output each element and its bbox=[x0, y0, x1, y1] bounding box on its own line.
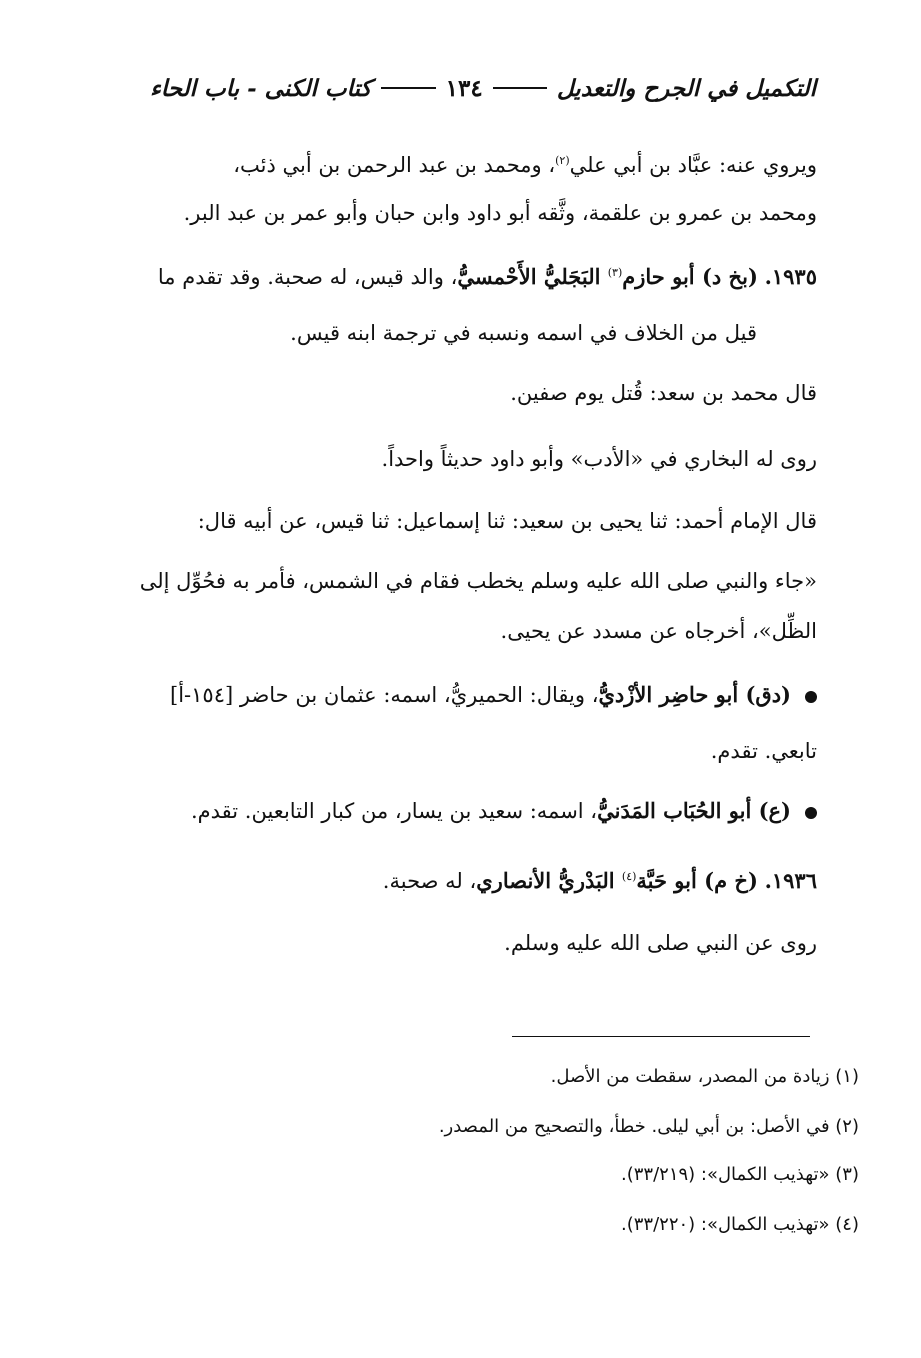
text-line bbox=[97, 146, 817, 180]
text-span: ، ويقال: الحميريُّ، اسمه: عثمان بن حاضر [١٥٤-أ] bbox=[170, 683, 599, 707]
text-line: روى له البخاري في «الأدب» وأبو داود حديثاً واحداً. bbox=[381, 447, 817, 471]
text-span: ، اسمه: سعيد بن يسار، من كبار التابعين. تقدم. bbox=[190, 799, 598, 823]
entry-1935-line1 bbox=[97, 258, 817, 292]
entry-heading: (دق) أبو حاضِر الأزْديُّ bbox=[598, 682, 791, 707]
entry-heading: (بخ د) أبو حازم bbox=[622, 264, 758, 289]
text-line: «جاء والنبي صلى الله عليه وسلم يخطب فقام في الشمس، فأمر به فحُوِّل إلى bbox=[139, 569, 817, 593]
text-line: روى عن النبي صلى الله عليه وسلم. bbox=[504, 931, 817, 955]
text-line: ومحمد بن عمرو بن علقمة، وثَّقه أبو داود وابن حبان وأبو عمر بن عبد البر. bbox=[183, 201, 817, 225]
footnote: (٢) في الأصل: بن أبي ليلى. خطأ، والتصحيح من المصدر. bbox=[438, 1116, 859, 1137]
header-dash bbox=[381, 87, 435, 89]
running-header bbox=[150, 66, 816, 110]
bullet-dot bbox=[805, 807, 817, 819]
bullet-entry-line1 bbox=[97, 680, 817, 710]
header-dash bbox=[493, 87, 547, 89]
text-span: ، له صحبة. bbox=[382, 869, 477, 893]
entry-1935-line2: قيل من الخلاف في اسمه ونسبه في ترجمة ابنه قيس. bbox=[290, 321, 757, 345]
text-line: قال محمد بن سعد: قُتل يوم صفين. bbox=[510, 381, 817, 405]
entry-heading: (ع) أبو الحُبَاب المَدَنيُّ bbox=[597, 798, 791, 823]
text-span: ، ومحمد بن عبد الرحمن بن أبي ذئب، bbox=[233, 153, 556, 177]
text-span: ويروي عنه: عبَّاد بن أبي علي bbox=[569, 153, 817, 177]
footnote: (١) زيادة من المصدر، سقطت من الأصل. bbox=[550, 1066, 859, 1087]
footnote-divider bbox=[512, 1036, 810, 1037]
book-title: التكميل في الجرح والتعديل bbox=[556, 74, 816, 102]
footnote-ref: (٣) bbox=[607, 266, 623, 279]
text-line: قال الإمام أحمد: ثنا يحيى بن سعيد: ثنا إسماعيل: ثنا قيس، عن أبيه قال: bbox=[197, 509, 817, 533]
entry-number: ١٩٣٥. bbox=[764, 264, 817, 289]
entry-number: ١٩٣٦. bbox=[764, 868, 817, 893]
entry-heading: البَدْريُّ الأنصاري bbox=[476, 868, 622, 893]
text-line: الظِّل»، أخرجاه عن مسدد عن يحيى. bbox=[500, 619, 817, 643]
entry-heading: (خ م) أبو حَبَّة bbox=[636, 868, 758, 893]
text-span: ، والد قيس، له صحبة. وقد تقدم ما bbox=[157, 265, 458, 289]
footnote-ref: (٢) bbox=[555, 154, 570, 167]
bullet-entry bbox=[97, 796, 817, 826]
entry-heading: البَجَليُّ الأَحْمسيُّ bbox=[457, 264, 608, 289]
bullet-entry-line2: تابعي. تقدم. bbox=[710, 739, 817, 763]
footnote: (٤) «تهذيب الكمال»: (٣٣/٢٢٠). bbox=[621, 1214, 859, 1235]
section-title: كتاب الكنى - باب الحاء bbox=[149, 74, 372, 102]
footnote: (٣) «تهذيب الكمال»: (٣٣/٢١٩). bbox=[621, 1164, 859, 1185]
footnote-ref: (٤) bbox=[621, 870, 637, 883]
page-number: ١٣٤ bbox=[445, 74, 483, 102]
bullet-dot bbox=[805, 691, 817, 703]
entry-1936 bbox=[97, 862, 817, 896]
